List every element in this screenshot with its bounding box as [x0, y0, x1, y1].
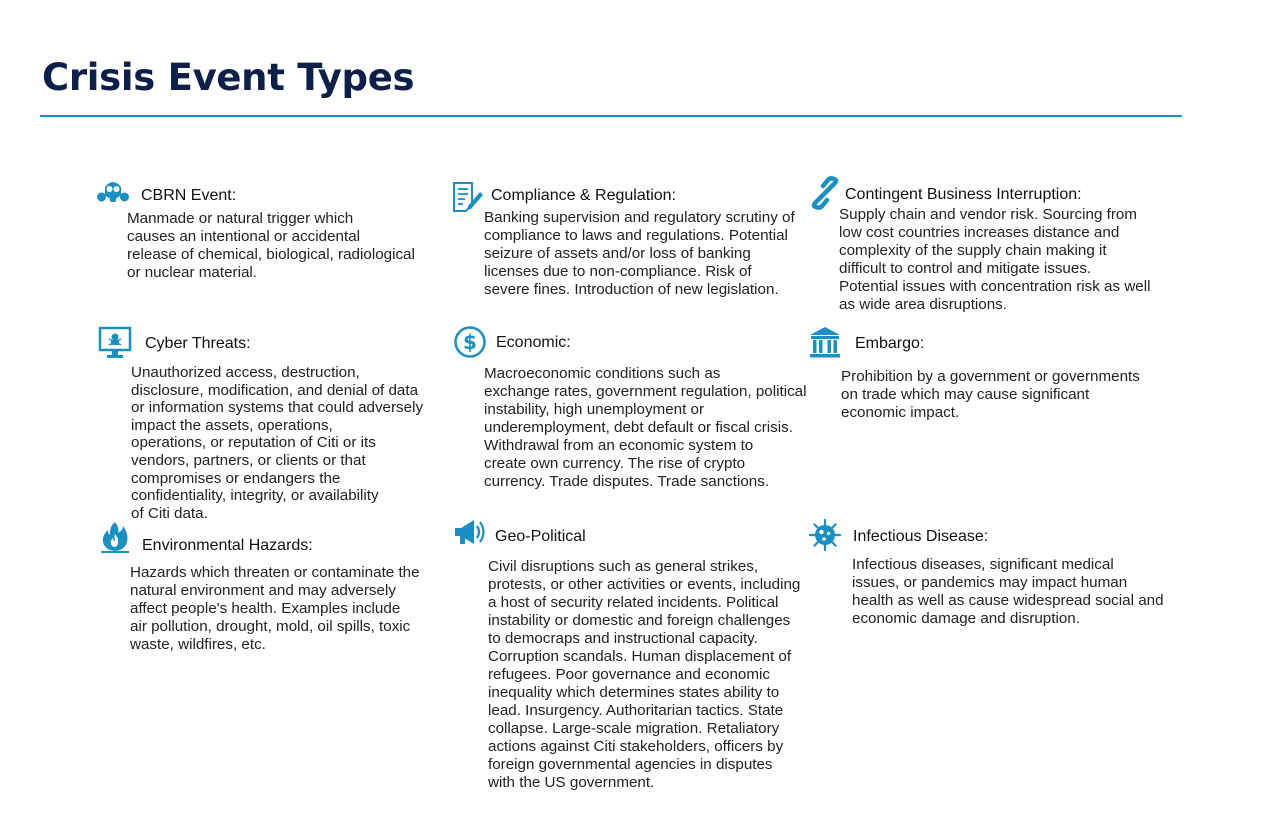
- description-line: severe fines. Introduction of new legislation.: [484, 281, 779, 298]
- description-line: Withdrawal from an economic system to: [484, 437, 754, 454]
- description-line: Unauthorized access, destruction,: [131, 364, 360, 381]
- card-description: [484, 365, 807, 491]
- description-line: low cost countries increases distance and: [839, 224, 1120, 241]
- description-line: issues, or pandemics may impact human: [852, 574, 1128, 591]
- description-line: compliance to laws and regulations. Potential: [484, 227, 788, 244]
- page-title: Crisis Event Types: [42, 56, 415, 99]
- card-heading: Environmental Hazards:: [142, 537, 313, 554]
- description-line: confidentiality, integrity, or availability: [131, 487, 379, 505]
- description-line: Banking supervision and regulatory scrutiny of: [484, 209, 795, 226]
- description-line: or information systems that could adversely: [131, 399, 424, 417]
- dollar-coin-icon: [453, 325, 487, 359]
- description-line: licenses due to non-compliance. Risk of: [484, 263, 752, 280]
- description-line: natural environment and may adversely: [130, 582, 396, 599]
- card-description: [488, 558, 800, 792]
- description-line: complexity of the supply chain making it: [839, 242, 1107, 259]
- description-line: to democraps and instructional capacity.: [488, 630, 758, 647]
- description-line: impact the assets, operations,: [131, 416, 333, 434]
- description-line: or nuclear material.: [127, 264, 257, 281]
- description-line: operations, or reputation of Citi or its: [131, 434, 376, 452]
- card-description: [839, 206, 1151, 314]
- description-line: lead. Insurgency. Authoritarian tactics. State: [488, 702, 784, 719]
- description-line: Prohibition by a government or governments: [841, 368, 1140, 385]
- description-line: economic impact.: [841, 404, 960, 421]
- description-line: foreign governmental agencies in disputes: [488, 756, 773, 773]
- description-line: a host of security related incidents. Political: [488, 594, 779, 611]
- description-line: underemployment, debt default or fiscal crisis.: [484, 419, 793, 436]
- description-line: actions against Citi stakeholders, officers by: [488, 738, 784, 755]
- description-line: vendors, partners, or clients or that: [131, 451, 366, 469]
- description-line: exchange rates, government regulation, political: [484, 383, 807, 400]
- description-line: instability or domestic and foreign challenges: [488, 612, 791, 629]
- description-line: affect people's health. Examples include: [130, 600, 401, 617]
- card-heading: Geo-Political: [495, 528, 586, 545]
- description-line: economic damage and disruption.: [852, 610, 1080, 627]
- description-line: Supply chain and vendor risk. Sourcing from: [839, 206, 1137, 223]
- megaphone-icon: [452, 514, 486, 548]
- description-line: causes an intentional or accidental: [127, 228, 361, 245]
- description-line: Civil disruptions such as general strikes,: [488, 558, 759, 575]
- svg-text:$: $: [463, 330, 477, 354]
- card-heading: Embargo:: [855, 335, 925, 352]
- title-divider: [40, 115, 1182, 117]
- card-description: [131, 364, 423, 522]
- description-line: Potential issues with concentration risk as well: [839, 278, 1151, 295]
- card-description: [130, 564, 420, 654]
- card-heading: Economic:: [496, 334, 571, 351]
- government-building-icon: [808, 325, 842, 359]
- computer-monitor-icon: [98, 326, 132, 360]
- description-line: with the US government.: [488, 774, 655, 791]
- description-line: refugees. Poor governance and economic: [488, 666, 770, 683]
- card-description: [841, 368, 1140, 422]
- document-pen-icon: [450, 180, 484, 214]
- description-line: compromises or endangers the: [131, 469, 341, 487]
- description-line: currency. Trade disputes. Trade sanctions.: [484, 473, 770, 490]
- gas-mask-icon: [96, 174, 130, 208]
- description-line: create own currency. The rise of crypto: [484, 455, 746, 472]
- card-description: [127, 210, 415, 282]
- flame-icon: [98, 520, 132, 554]
- description-line: on trade which may cause significant: [841, 386, 1090, 403]
- card-heading: Cyber Threats:: [145, 335, 251, 352]
- description-line: Manmade or natural trigger which: [127, 210, 354, 227]
- description-line: air pollution, drought, mold, oil spills, toxic: [130, 618, 411, 635]
- description-line: health as well as cause widespread social and: [852, 592, 1164, 609]
- description-line: Infectious diseases, significant medical: [852, 556, 1114, 573]
- card-description: [484, 209, 795, 299]
- chain-link-icon: [808, 176, 842, 210]
- description-line: release of chemical, biological, radiological: [127, 246, 415, 263]
- description-line: of Citi data.: [131, 504, 208, 522]
- card-heading: Contingent Business Interruption:: [845, 186, 1082, 203]
- virus-icon: [808, 518, 842, 552]
- description-line: as wide area disruptions.: [839, 296, 1007, 313]
- description-line: protests, or other activities or events, including: [488, 576, 801, 593]
- description-line: Macroeconomic conditions such as: [484, 365, 721, 382]
- description-line: difficult to control and mitigate issues.: [839, 260, 1092, 277]
- description-line: Hazards which threaten or contaminate the: [130, 564, 420, 581]
- description-line: Corruption scandals. Human displacement of: [488, 648, 792, 665]
- description-line: collapse. Large-scale migration. Retaliatory: [488, 720, 780, 737]
- description-line: instability, high unemployment or: [484, 401, 705, 418]
- card-heading: Infectious Disease:: [853, 528, 989, 545]
- card-description: [852, 556, 1164, 628]
- description-line: waste, wildfires, etc.: [130, 636, 266, 653]
- card-heading: Compliance & Regulation:: [491, 187, 676, 204]
- description-line: seizure of assets and/or loss of banking: [484, 245, 751, 262]
- description-line: disclosure, modification, and denial of data: [131, 381, 419, 399]
- card-heading: CBRN Event:: [141, 187, 237, 204]
- description-line: inequality which determines states ability to: [488, 684, 780, 701]
